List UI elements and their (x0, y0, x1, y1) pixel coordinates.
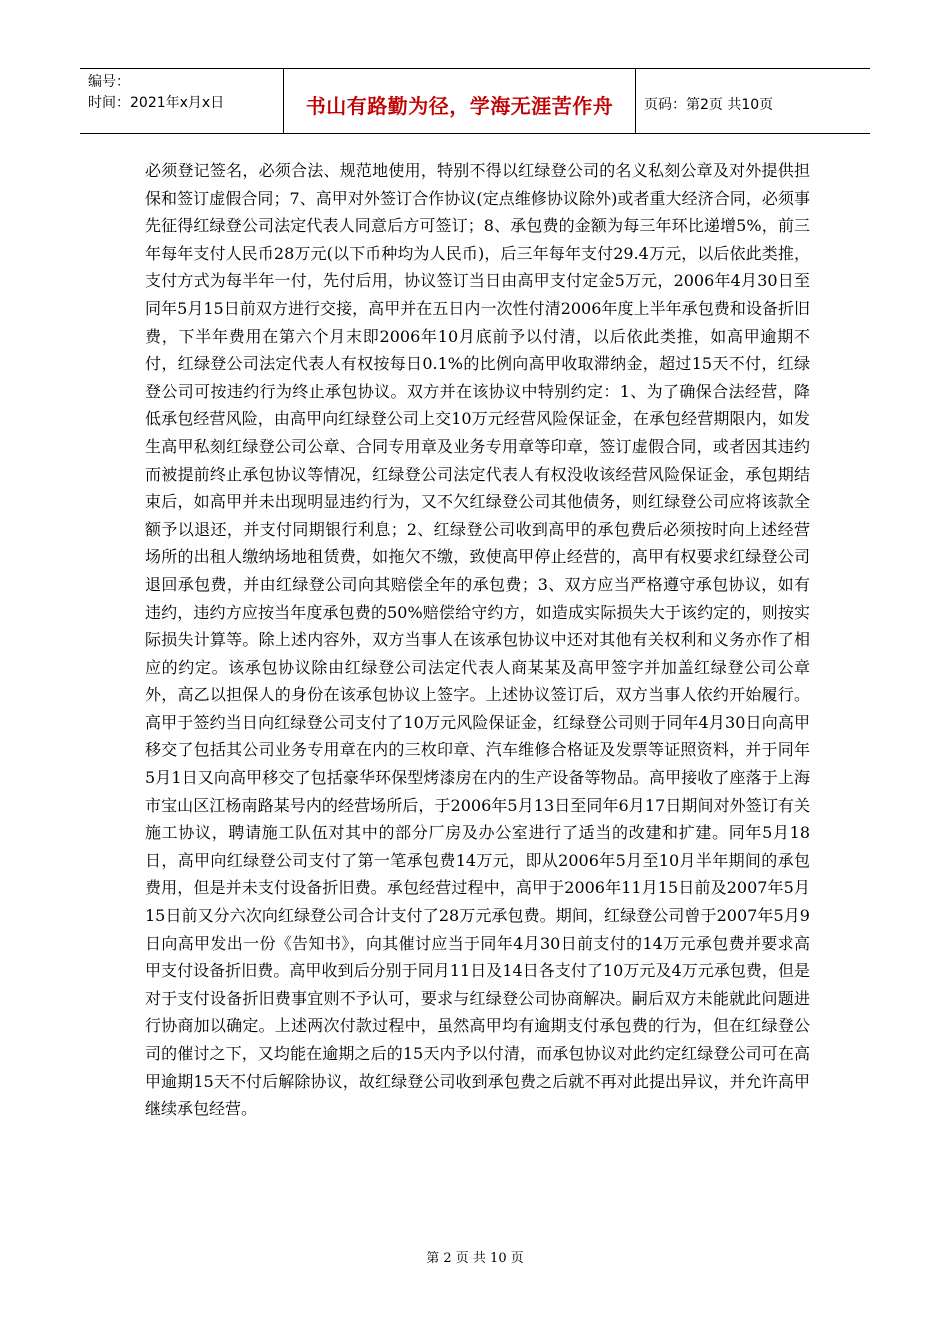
header-motto-cell (284, 69, 636, 133)
time-label: 时间：2021年x月x日 (88, 95, 225, 111)
serial-label: 编号： (88, 74, 130, 90)
header-info-cell (80, 69, 284, 133)
page-header (80, 68, 870, 134)
page-number-label: 页码：第2页 共10页 (644, 97, 774, 113)
motto-text: 书山有路勤为径，学海无涯苦作舟 (305, 93, 614, 118)
header-page-cell (636, 69, 870, 133)
body-paragraph: 必须登记签名，必须合法、规范地使用，特别不得以红绿登公司的名义私刻公章及对外提供担保和签订虚假合同；7、高甲对外签订合作协议(定点维修协议除外)或者重大经济合同，必须事先征得红绿登公司法定代表人同意后方可签订；8、承包费的金额为每三年环比递增5%，前三年每年支付人民币28万元(以下币种均为人民币)，后三年每年支付29.4万元，以后依此类推，支付方式为每半年一付，先付后用，协议签订当日由高甲支付定金5万元，2006年4月30日至同年5月15日前双方进行交接，高甲并在五日内一次性付清2006年度上半年承包费和设备折旧费，下半年费用在第六个月末即2006年10月底前予以付清，以后依此类推，如高甲逾期不付，红绿登公司法定代表人有权按每日0.1%的比例向高甲收取滞纳金，超过15天不付，红绿登公司可按违约行为终止承包协议。双方并在该协议中特别约定：1、为了确保合法经营，降低承包经营风险，由高甲向红绿登公司上交10万元经营风险保证金，在承包经营期限内，如发生高甲私刻红绿登公司公章、合同专用章及业务专用章等印章，签订虚假合同，或者因其违约而被提前终止承包协议等情况，红绿登公司法定代表人有权没收该经营风险保证金，承包期结束后，如高甲并未出现明显违约行为，又不欠红绿登公司其他债务，则红绿登公司应将该款全额予以退还，并支付同期银行利息；2、红绿登公司收到高甲的承包费后必须按时向上述经营场所的出租人缴纳场地租赁费，如拖欠不缴，致使高甲停止经营的，高甲有权要求红绿登公司退回承包费，并由红绿登公司向其赔偿全年的承包费；3、双方应当严格遵守承包协议，如有违约，违约方应按当年度承包费的50%赔偿给守约方，如造成实际损失大于该约定的，则按实际损失计算等。除上述内容外，双方当事人在该承包协议中还对其他有关权利和义务亦作了相应的约定。该承包协议除由红绿登公司法定代表人商某某及高甲签字并加盖红绿登公司公章外，高乙以担保人的身份在该承包协议上签字。上述协议签订后，双方当事人依约开始履行。高甲于签约当日向红绿登公司支付了10万元风险保证金，红绿登公司则于同年4月30日向高甲移交了包括其公司业务专用章在内的三枚印章、汽车维修合格证及发票等证照资料，并于同年5月1日又向高甲移交了包括豪华环保型烤漆房在内的生产设备等物品。高甲接收了座落于上海市宝山区江杨南路某号内的经营场所后，于2006年5月13日至同年6月17日期间对外签订有关施工协议，聘请施工队伍对其中的部分厂房及办公室进行了适当的改建和扩建。同年5月18日，高甲向红绿登公司支付了第一笔承包费14万元，即从2006年5月至10月半年期间的承包费用，但是并未支付设备折旧费。承包经营过程中，高甲于2006年11月15日前及2007年5月15日前又分六次向红绿登公司合计支付了28万元承包费。期间，红绿登公司曾于2007年5月9日向高甲发出一份《告知书》，向其催讨应当于同年4月30日前支付的14万元承包费并要求高甲支付设备折旧费。高甲收到后分别于同月11日及14日各支付了10万元及4万元承包费，但是对于支付设备折旧费事宜则不予认可，要求与红绿登公司协商解决。嗣后双方未能就此问题进行协商加以确定。上述两次付款过程中，虽然高甲均有逾期支付承包费的行为，但在红绿登公司的催讨之下，又均能在逾期之后的15天内予以付清，而承包协议对此约定红绿登公司可在高甲逾期15天不付后解除协议，故红绿登公司收到承包费之后就不再对此提出异议，并允许高甲继续承包经营。 (145, 161, 810, 1119)
page-footer: 第 2 页 共 10 页 (426, 1251, 524, 1266)
